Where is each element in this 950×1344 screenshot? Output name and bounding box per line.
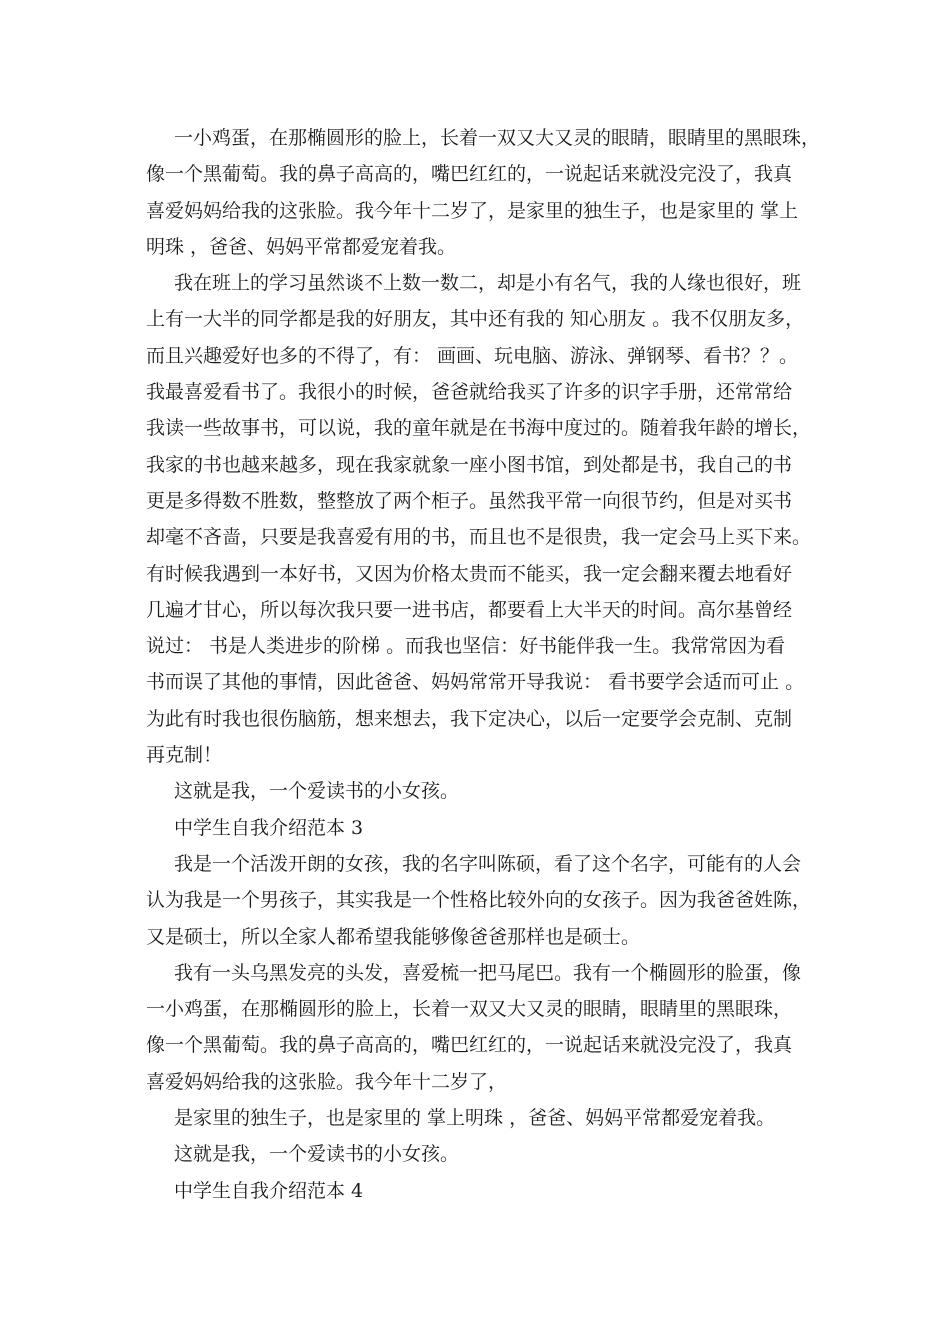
text-line: 像一个黑葡萄。我的鼻子高高的，嘴巴红红的，一说起话来就没完没了，我真 bbox=[146, 163, 793, 186]
text-line: 中学生自我介绍范本 4 bbox=[174, 1179, 364, 1202]
text-line: 我是一个活泼开朗的女孩，我的名字叫陈硕，看了这个名字，可能有的人会 bbox=[174, 852, 802, 875]
text-line: 这就是我，一个爱读书的小女孩。 bbox=[174, 1143, 460, 1166]
text-line: 喜爱妈妈给我的这张脸。我今年十二岁了， bbox=[146, 1070, 508, 1093]
text-line: 我家的书也越来越多，现在我家就象一座小图书馆，到处都是书，我自己的书 bbox=[146, 453, 793, 476]
text-line: 中学生自我介绍范本 3 bbox=[174, 816, 364, 839]
text-line: 更是多得数不胜数，整整放了两个柜子。虽然我平常一向很节约，但是对买书 bbox=[146, 489, 793, 512]
text-line: 认为我是一个男孩子，其实我是一个性格比较外向的女孩子。因为我爸爸姓陈， bbox=[146, 889, 812, 912]
text-line: 这就是我，一个爱读书的小女孩。 bbox=[174, 780, 460, 803]
text-line: 我最喜爱看书了。我很小的时候，爸爸就给我买了许多的识字手册，还常常给 bbox=[146, 381, 793, 404]
text-line: 我有一头乌黑发亮的头发，喜爱梳一把马尾巴。我有一个椭圆形的脸蛋，像 bbox=[174, 961, 802, 984]
text-line: 有时候我遇到一本好书，又因为价格太贵而不能买，我一定会翻来覆去地看好 bbox=[146, 562, 793, 585]
text-line: 一小鸡蛋，在那椭圆形的脸上，长着一双又大又灵的眼睛，眼睛里的黑眼珠， bbox=[174, 127, 821, 149]
text-line: 却毫不吝啬，只要是我喜爱有用的书，而且也不是很贵，我一定会马上买下来。 bbox=[146, 526, 812, 549]
text-line: 说过： 书是人类进步的阶梯 。而我也坚信：好书能伴我一生。我常常因为看 bbox=[146, 635, 786, 658]
text-line: 明珠 ，爸爸、妈妈平常都爱宠着我。 bbox=[146, 235, 457, 258]
text-line: 几遍才甘心，所以每次我只要一进书店，都要看上大半天的时间。高尔基曾经 bbox=[146, 598, 793, 621]
text-line: 为此有时我也很伤脑筋，想来想去，我下定决心，以后一定要学会克制、克制 bbox=[146, 707, 793, 730]
text-line: 喜爱妈妈给我的这张脸。我今年十二岁了，是家里的独生子，也是家里的 掌上 bbox=[146, 199, 799, 222]
text-line: 是家里的独生子，也是家里的 掌上明珠 ，爸爸、妈妈平常都爱宠着我。 bbox=[174, 1107, 776, 1130]
text-line: 再克制！ bbox=[146, 744, 223, 767]
text-line: 又是硕士，所以全家人都希望我能够像爸爸那样也是硕士。 bbox=[146, 925, 641, 948]
text-line: 像一个黑葡萄。我的鼻子高高的，嘴巴红红的，一说起话来就没完没了，我真 bbox=[146, 1034, 793, 1057]
document-body bbox=[146, 120, 821, 1209]
text-line: 而且兴趣爱好也多的不得了，有： 画画、玩电脑、游泳、弹钢琴、看书？？。 bbox=[146, 344, 799, 367]
text-line: 我读一些故事书，可以说，我的童年就是在书海中度过的。随着我年龄的增长， bbox=[146, 417, 812, 440]
text-line: 上有一大半的同学都是我的好朋友，其中还有我的 知心朋友 。我不仅朋友多， bbox=[146, 308, 805, 331]
text-line: 我在班上的学习虽然谈不上数一数二，却是小有名气，我的人缘也很好，班 bbox=[174, 272, 802, 295]
text-line: 书而误了其他的事情，因此爸爸、妈妈常常开导我说： 看书要学会适而可止 。 bbox=[146, 671, 805, 694]
text-line: 一小鸡蛋，在那椭圆形的脸上，长着一双又大又灵的眼睛，眼睛里的黑眼珠， bbox=[146, 998, 793, 1021]
